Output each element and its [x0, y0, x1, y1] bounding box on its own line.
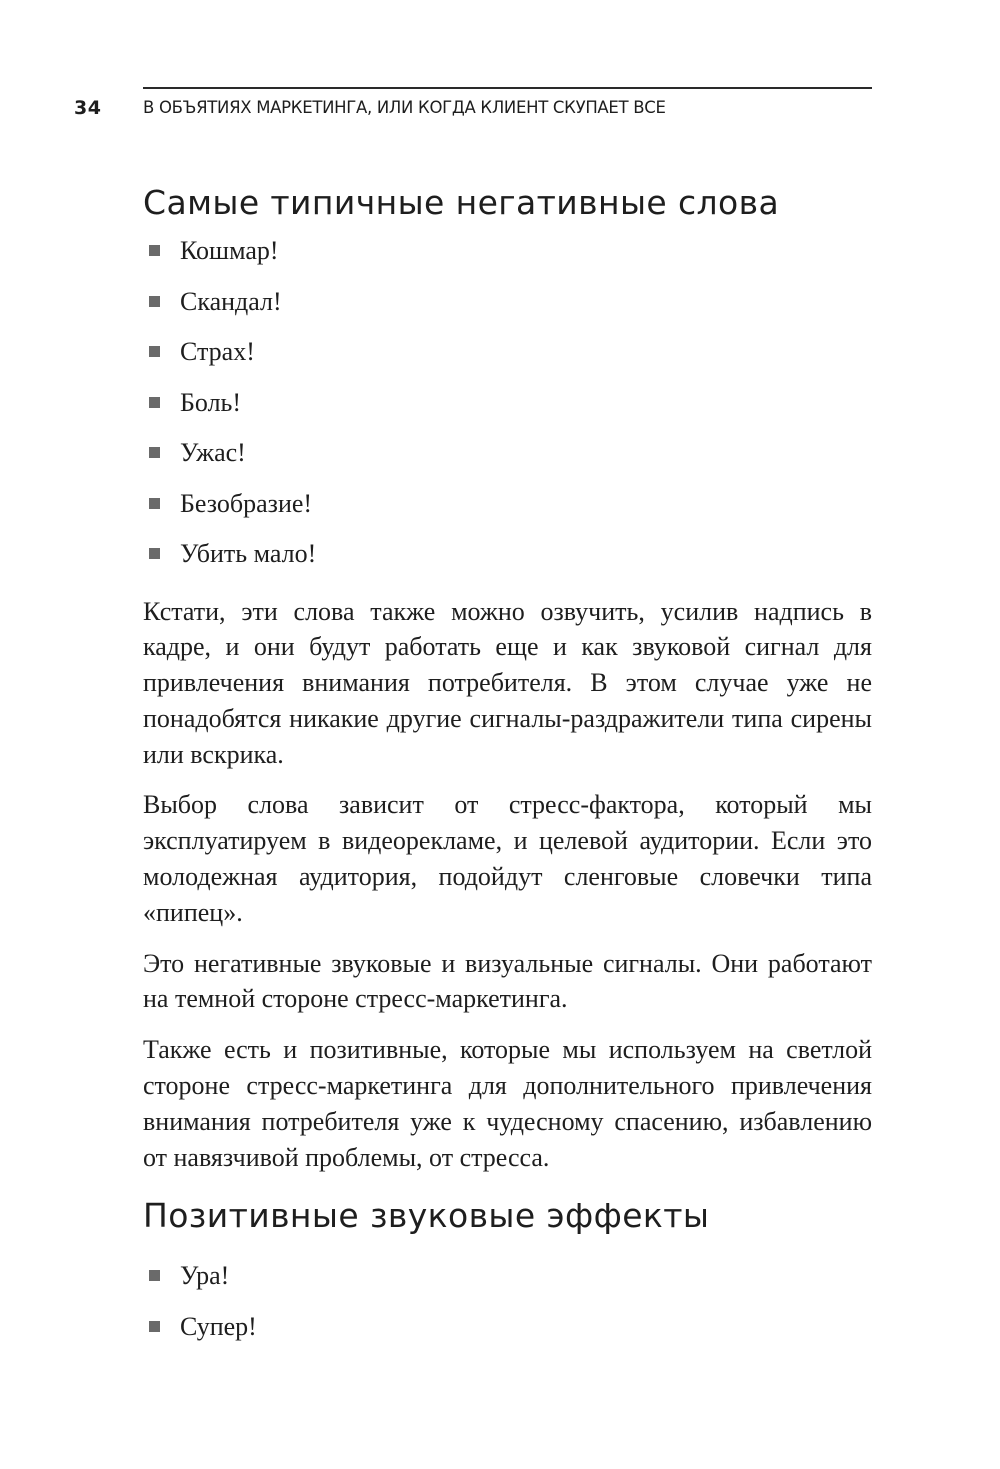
square-bullet-icon — [149, 296, 160, 307]
square-bullet-icon — [149, 1270, 160, 1281]
list-item — [143, 428, 872, 479]
negative-words-list — [143, 226, 872, 580]
running-title: В ОБЪЯТИЯХ МАРКЕТИНГА, ИЛИ КОГДА КЛИЕНТ СКУПАЕТ ВСЕ — [143, 98, 666, 117]
list-item-text: Кошмар! — [180, 236, 279, 265]
square-bullet-icon — [149, 346, 160, 357]
list-item-text: Безобразие! — [180, 488, 313, 518]
list-item — [143, 1251, 872, 1302]
list-item — [143, 277, 872, 328]
page-number: 34 — [74, 97, 102, 119]
list-item — [143, 1302, 872, 1353]
list-item — [143, 529, 872, 580]
list-item-text: Страх! — [180, 337, 255, 366]
list-item-text: Ура! — [180, 1261, 230, 1291]
list-item — [143, 226, 872, 277]
page-content — [143, 180, 872, 1352]
section-heading-positive-effects: Позитивные звуковые эффекты — [143, 1196, 710, 1236]
body-paragraph: Это негативные звуковые и визуальные сигналы. Они работают на темной стороне стресс-маркетинга. — [143, 948, 872, 1014]
positive-effects-list — [143, 1251, 872, 1352]
square-bullet-icon — [149, 397, 160, 408]
header-rule — [143, 87, 872, 89]
body-paragraph: Также есть и позитивные, которые мы используем на светлой стороне стресс-маркетинга для дополнительного привлечения внимания потребителя уже к чудесному спасению, избавлению от навязчивой проблемы, от стресса. — [143, 1035, 872, 1172]
list-item — [143, 378, 872, 429]
list-item — [143, 327, 872, 378]
list-item-text: Супер! — [180, 1311, 257, 1341]
body-paragraph: Кстати, эти слова также можно озвучить, усилив надпись в кадре, и они будут работать еще и как звуковой сигнал для привлечения внимания потребителя. В этом случае уже не понадобятся никакие другие сигналы-раздражители типа сирены или вскрика. — [143, 596, 872, 769]
square-bullet-icon — [149, 548, 160, 559]
square-bullet-icon — [149, 1321, 160, 1332]
square-bullet-icon — [149, 498, 160, 509]
section-heading-negative-words: Самые типичные негативные слова — [143, 183, 780, 222]
list-item-text: Боль! — [180, 387, 242, 417]
list-item-text: Скандал! — [180, 286, 282, 316]
list-item-text: Убить мало! — [180, 539, 317, 568]
list-item — [143, 479, 872, 530]
list-item-text: Ужас! — [180, 438, 246, 467]
body-paragraph: Выбор слова зависит от стресс-фактора, который мы эксплуатируем в видеорекламе, и целевой аудитории. Если это молодежная аудитория, подойдут сленговые словечки типа «пипец». — [143, 790, 872, 927]
square-bullet-icon — [149, 245, 160, 256]
square-bullet-icon — [149, 447, 160, 458]
